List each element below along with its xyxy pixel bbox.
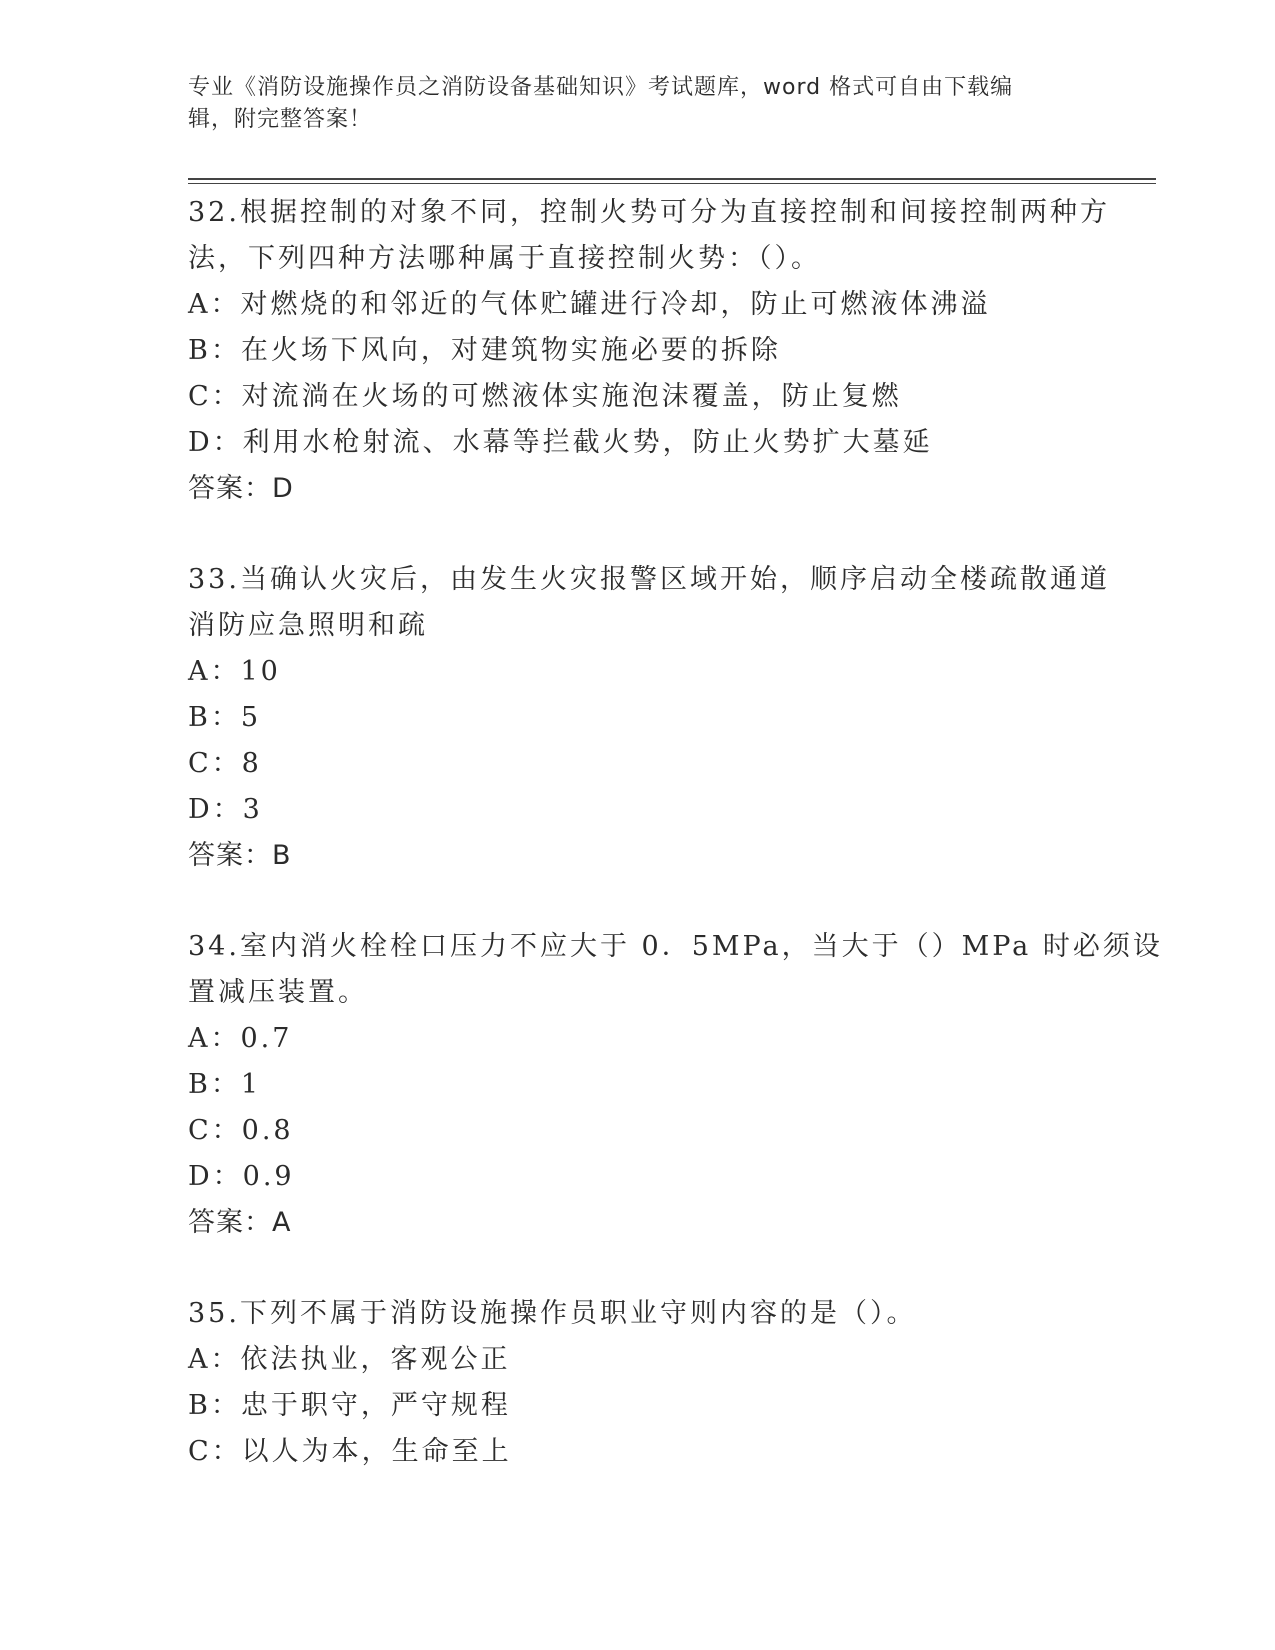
question-stem-continued: 消防应急照明和疏 xyxy=(188,610,428,641)
option-c: C：对流淌在火场的可燃液体实施泡沫覆盖，防止复燃 xyxy=(188,381,902,412)
answer: 答案：A xyxy=(188,1207,292,1238)
option-d: D：利用水枪射流、水幕等拦截火势，防止火势扩大墓延 xyxy=(188,427,933,458)
option-c: C：以人为本，生命至上 xyxy=(188,1436,512,1467)
header-divider-thin xyxy=(188,183,1156,184)
header-line-1: 专业《消防设施操作员之消防设备基础知识》考试题库，word 格式可自由下载编 xyxy=(188,75,1014,100)
question-list xyxy=(188,190,1163,1520)
answer: 答案：D xyxy=(188,473,294,504)
option-a: A：依法执业，客观公正 xyxy=(188,1344,511,1375)
question-stem: 32.根据控制的对象不同，控制火势可分为直接控制和间接控制两种方 xyxy=(188,197,1110,228)
question-stem: 35.下列不属于消防设施操作员职业守则内容的是（）。 xyxy=(188,1298,917,1329)
header-line-2: 辑，附完整答案！ xyxy=(188,107,373,132)
document-header xyxy=(188,72,1068,136)
question-stem: 34.室内消火栓栓口压力不应大于 0．5MPa，当大于（）MPa 时必须设 xyxy=(188,931,1163,962)
option-a: A：对燃烧的和邻近的气体贮罐进行冷却，防止可燃液体沸溢 xyxy=(188,289,991,320)
question-35 xyxy=(188,1291,1088,1475)
answer: 答案：B xyxy=(188,840,292,871)
option-a: A：10 xyxy=(188,656,281,687)
question-34 xyxy=(188,924,1163,1246)
option-b: B：在火场下风向，对建筑物实施必要的拆除 xyxy=(188,335,781,366)
option-b: B：1 xyxy=(188,1069,262,1100)
option-b: B：5 xyxy=(188,702,262,733)
option-d: D：3 xyxy=(188,794,263,825)
question-32 xyxy=(188,190,1110,512)
option-d: D：0.9 xyxy=(188,1161,295,1192)
question-stem-continued: 法，下列四种方法哪种属于直接控制火势：（）。 xyxy=(188,243,821,274)
option-c: C：0.8 xyxy=(188,1115,294,1146)
header-divider-thick xyxy=(188,178,1156,180)
question-stem: 33.当确认火灾后，由发生火灾报警区域开始，顺序启动全楼疏散通道 xyxy=(188,564,1110,595)
option-b: B：忠于职守，严守规程 xyxy=(188,1390,511,1421)
question-stem-continued: 置减压装置。 xyxy=(188,977,368,1008)
question-33 xyxy=(188,557,1110,879)
option-a: A：0.7 xyxy=(188,1023,293,1054)
option-c: C：8 xyxy=(188,748,262,779)
